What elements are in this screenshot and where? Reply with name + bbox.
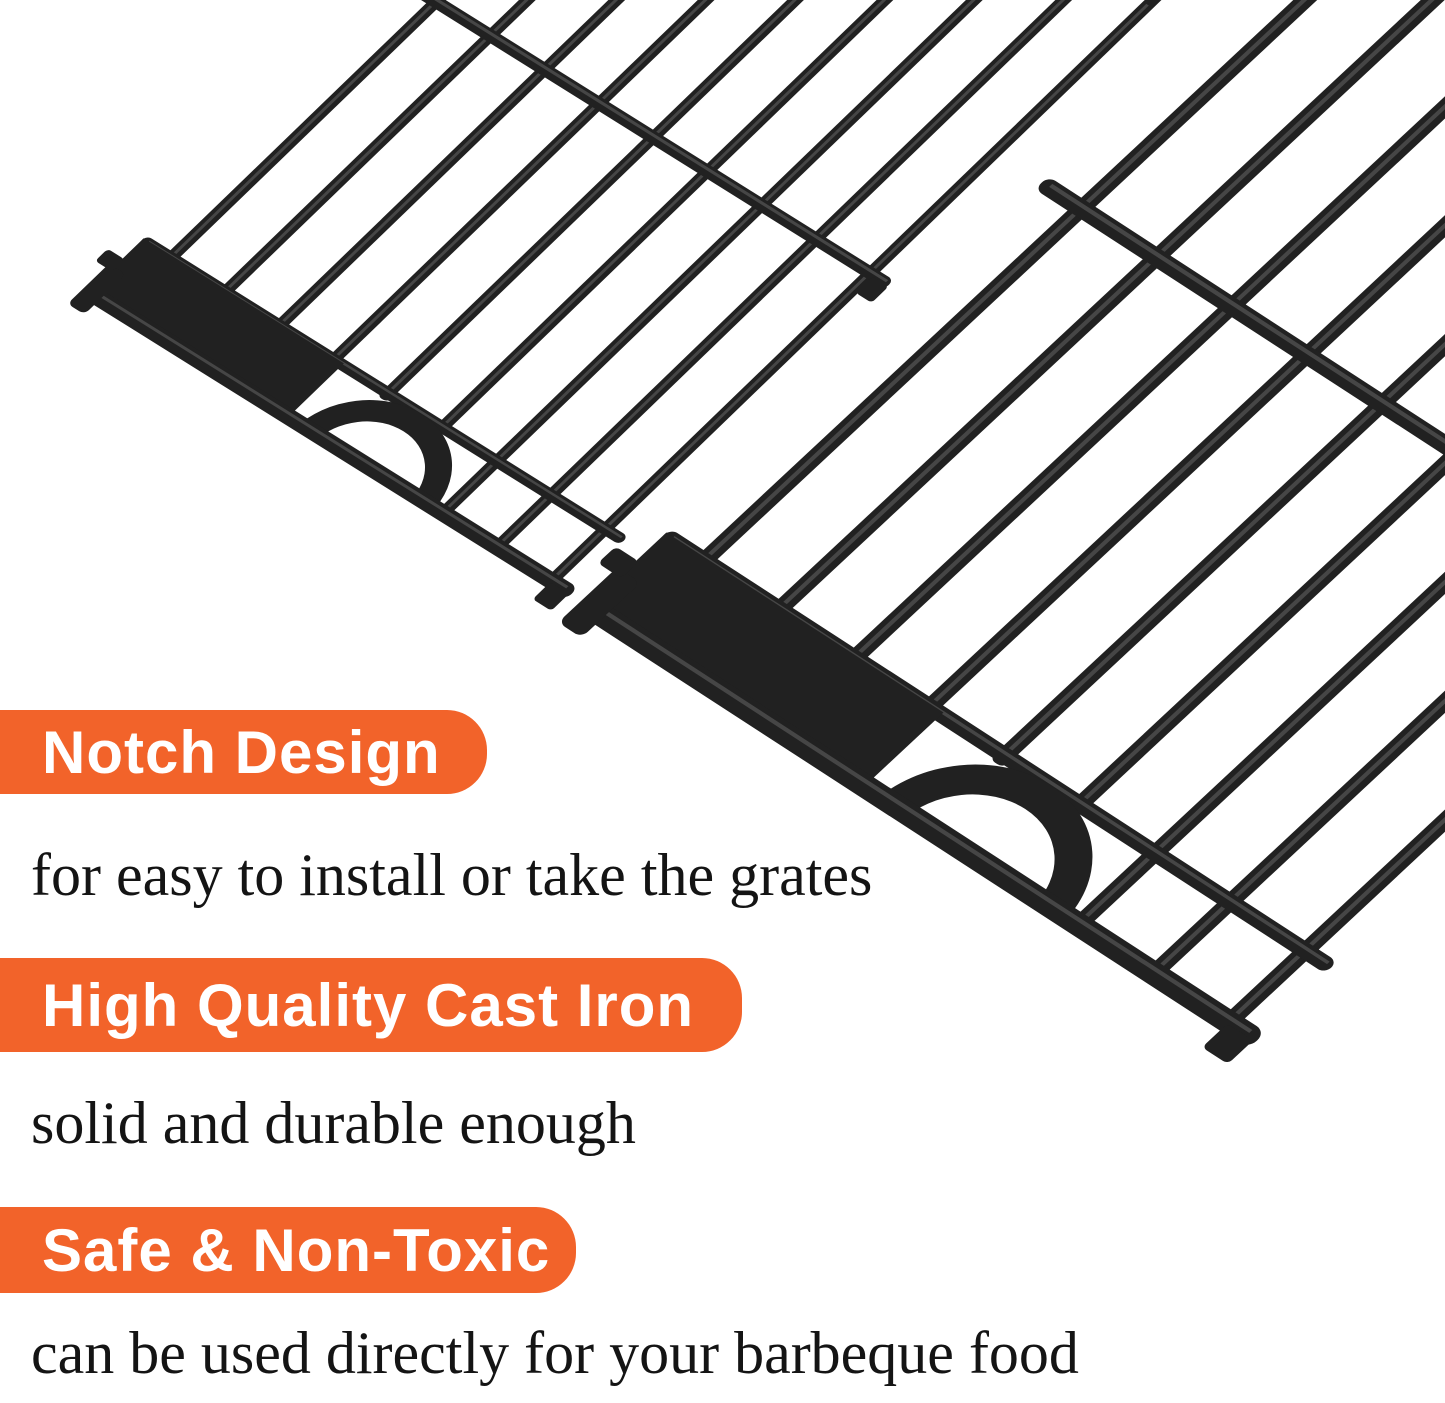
feature-badge-notch-design xyxy=(0,710,487,794)
feature-badge-label: Safe & Non-Toxic xyxy=(42,1216,551,1284)
feature-description-notch-design: for easy to install or take the grates xyxy=(31,842,873,908)
feature-description-non-toxic: can be used directly for your barbeque food xyxy=(31,1320,1079,1386)
feature-badge-cast-iron xyxy=(0,958,742,1052)
feature-description-cast-iron: solid and durable enough xyxy=(31,1090,636,1156)
feature-badge-non-toxic xyxy=(0,1207,576,1293)
feature-badge-label: High Quality Cast Iron xyxy=(42,971,695,1039)
grate-left xyxy=(54,0,1198,612)
feature-badge-label: Notch Design xyxy=(42,718,441,786)
